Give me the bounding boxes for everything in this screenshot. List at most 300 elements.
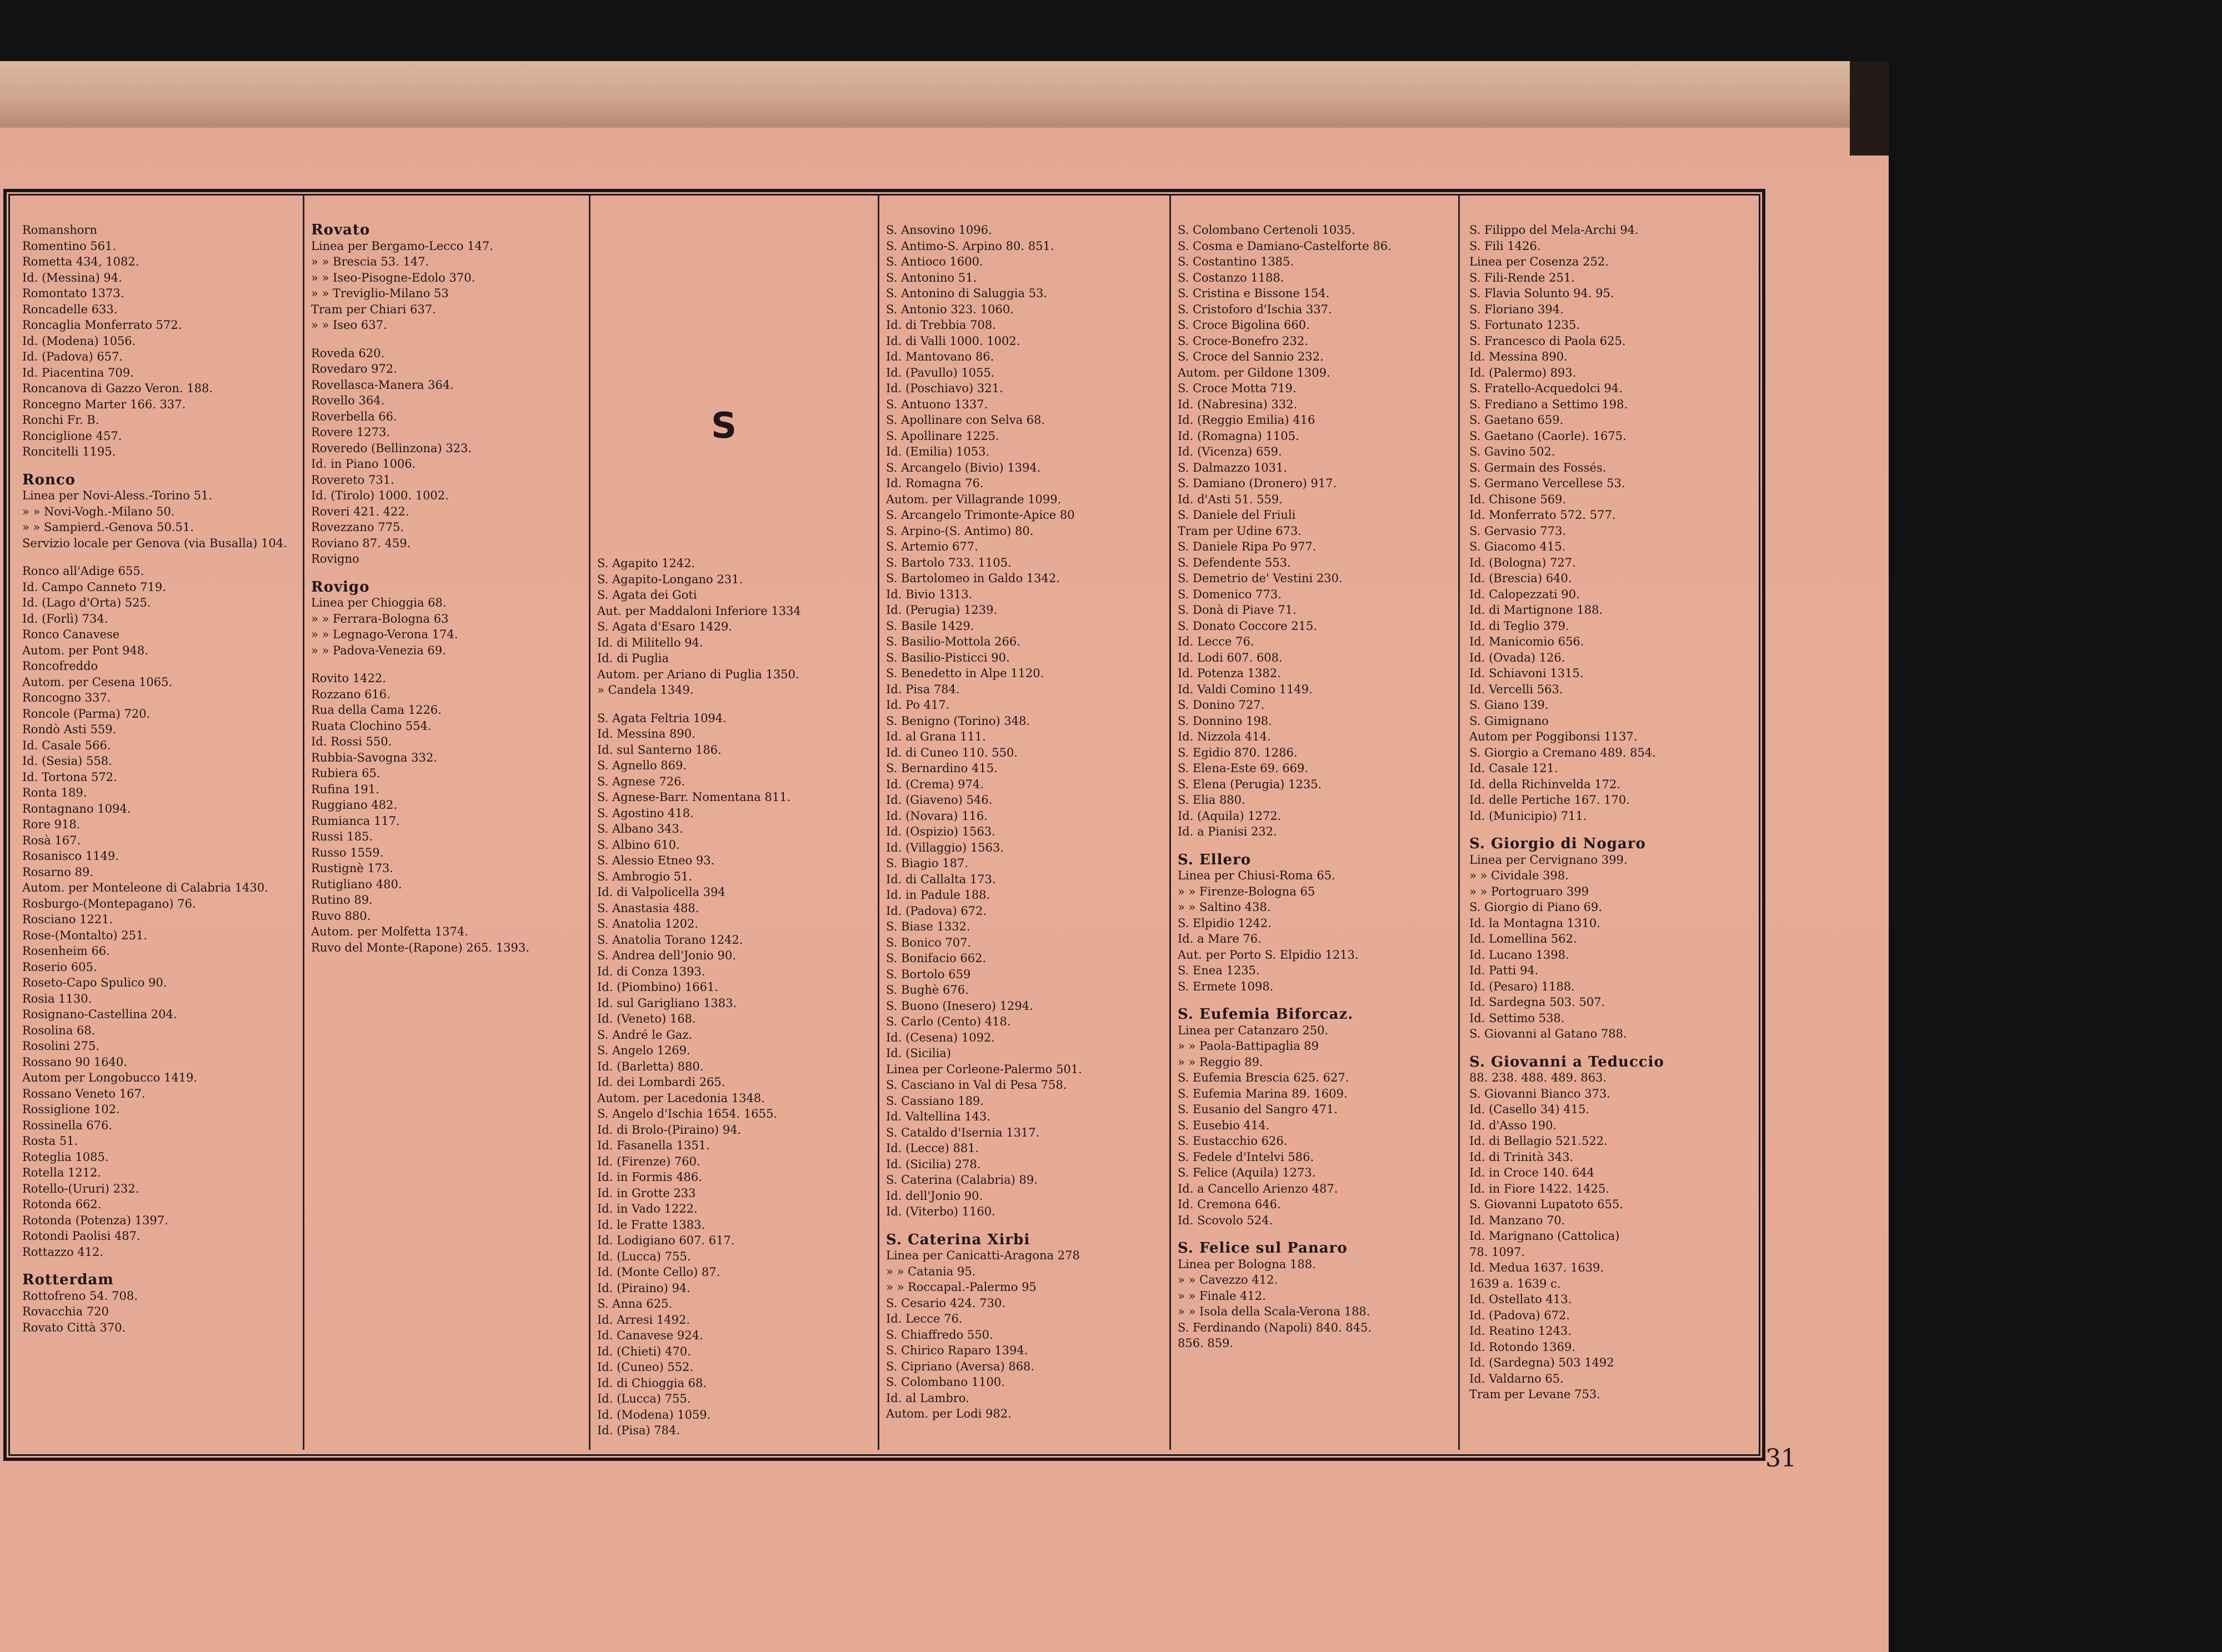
index-entry: Id. (Barletta) 880. <box>597 1059 704 1073</box>
column-rule <box>1169 196 1171 1450</box>
index-entry: S. Eustacchio 626. <box>1178 1134 1288 1148</box>
index-entry: S. Elena (Perugia) 1235. <box>1178 777 1322 791</box>
index-entry: S. Colombano 1100. <box>886 1375 1005 1389</box>
index-entry: Linea per Canicatti-Aragona 278 <box>886 1249 1080 1262</box>
index-entry: S. Fratello-Acquedolci 94. <box>1469 382 1623 395</box>
page-number: 31 <box>1765 1444 1796 1473</box>
index-entry: Id. (Firenze) 760. <box>597 1154 700 1168</box>
index-entry: S. Ermete 1098. <box>1178 979 1274 993</box>
index-entry: Ruggiano 482. <box>311 798 398 812</box>
index-entry: Id. (Forlì) 734. <box>22 612 108 625</box>
index-entry: S. Angelo 1269. <box>597 1044 690 1057</box>
index-entry: S. Demetrio de' Vestini 230. <box>1178 572 1343 585</box>
index-entry: S. Elena-Este 69. 669. <box>1178 762 1309 775</box>
index-entry: » » Reggio 89. <box>1178 1055 1263 1069</box>
index-entry: Rosolini 275. <box>22 1039 99 1053</box>
index-entry: S. Cipriano (Aversa) 868. <box>886 1359 1035 1373</box>
index-entry: » » Roccapal.-Palermo 95 <box>886 1280 1037 1294</box>
index-entry: Roncitelli 1195. <box>22 445 116 458</box>
index-entry: Id. d'Asso 190. <box>1469 1118 1557 1132</box>
index-entry: Autom. per Pont 948. <box>22 643 148 657</box>
index-entry: Tram per Levane 753. <box>1469 1388 1600 1401</box>
index-entry: S. Floriano 394. <box>1469 302 1564 316</box>
index-entry: Id. di Callalta 173. <box>886 872 996 886</box>
index-entry: Rose-(Montalto) 251. <box>22 928 148 942</box>
index-entry: S. Anatolia Torano 1242. <box>597 933 743 947</box>
index-entry: S. Bughè 676. <box>886 983 969 997</box>
index-entry: S. Arcangelo (Bivio) 1394. <box>886 460 1041 474</box>
index-entry: Id. (Municipio) 711. <box>1469 809 1587 823</box>
index-entry: Id. (Brescia) 640. <box>1469 572 1572 585</box>
index-entry: Roncegno Marter 166. 337. <box>22 397 186 411</box>
index-entry: Id. Tortona 572. <box>22 770 117 784</box>
index-entry: Roteglia 1085. <box>22 1150 109 1164</box>
index-entry: Id. le Fratte 1383. <box>597 1218 705 1232</box>
index-entry: Rontagnano 1094. <box>22 802 131 815</box>
index-entry: S. Agnello 869. <box>597 759 687 772</box>
index-entry: S. Ansovino 1096. <box>886 223 992 237</box>
index-entry: S. Agapito-Longano 231. <box>597 572 743 586</box>
index-entry: S. Colombano Certenoli 1035. <box>1178 223 1355 237</box>
index-entry: Id. (Pavullo) 1055. <box>886 366 995 379</box>
entry-gap <box>22 1260 300 1272</box>
index-entry: Autom. per Lodi 982. <box>886 1407 1012 1420</box>
index-entry: Id. Arresi 1492. <box>597 1313 690 1326</box>
column-rule <box>589 196 590 1450</box>
station-heading: Rovato <box>311 222 371 238</box>
index-entry: Autom. per Lacedonia 1348. <box>597 1091 765 1105</box>
index-entry: Id. Lodi 607. 608. <box>1178 650 1283 664</box>
index-entry: » » Novi-Vogh.-Milano 50. <box>22 504 175 518</box>
index-entry: S. Bernardino 415. <box>886 762 998 775</box>
index-entry: S. Eufemia Marina 89. 1609. <box>1178 1087 1348 1100</box>
index-entry: Rovedaro 972. <box>311 362 397 376</box>
index-entry: Id. Medua 1637. 1639. <box>1469 1261 1604 1274</box>
index-entry: Id. in Croce 140. 644 <box>1469 1166 1595 1179</box>
index-entry: S. Frediano a Settimo 198. <box>1469 397 1628 411</box>
index-entry: Id. a Pianisi 232. <box>1178 825 1277 838</box>
index-entry: Id. Scovolo 524. <box>1178 1213 1273 1227</box>
index-entry: Id. di Trebbia 708. <box>886 318 996 332</box>
index-entry: S. Elpidio 1242. <box>1178 916 1272 930</box>
index-entry: Id. Rotondo 1369. <box>1469 1340 1576 1354</box>
index-entry: Id. Rossi 550. <box>311 735 392 748</box>
index-entry: Id. Lomellina 562. <box>1469 932 1577 945</box>
entry-gap <box>22 460 300 472</box>
index-entry: Id. (Ospizio) 1563. <box>886 825 995 838</box>
index-entry: Id. Lodigiano 607. 617. <box>597 1234 735 1247</box>
index-entry: S. Ferdinando (Napoli) 840. 845. <box>1178 1320 1372 1334</box>
index-entry: Roviano 87. 459. <box>311 536 411 550</box>
index-column-5 <box>1178 222 1455 1351</box>
index-entry: Id. d'Asti 51. 559. <box>1178 492 1283 506</box>
index-entry: Autom. per Monteleone di Calabria 1430. <box>22 881 268 894</box>
index-entry: Roseto-Capo Spulico 90. <box>22 976 167 989</box>
index-entry: Id. Calopezzati 90. <box>1469 587 1580 601</box>
index-entry: Rutigliano 480. <box>311 877 402 891</box>
column-rule <box>878 196 879 1450</box>
index-entry: S. Germano Vercellese 53. <box>1469 477 1625 490</box>
index-entry: » » Iseo-Pisogne-Edolo 370. <box>311 271 476 284</box>
index-entry: S. Daniele del Friuli <box>1178 508 1296 522</box>
index-entry: S. Costanzo 1188. <box>1178 271 1284 284</box>
index-entry: S. Casciano in Val di Pesa 758. <box>886 1078 1067 1092</box>
index-entry: Id. di Puglia <box>597 652 669 665</box>
index-entry: Id. (Modena) 1059. <box>597 1408 711 1421</box>
index-entry: S. Agnese 726. <box>597 774 685 788</box>
index-entry: Id. Casale 566. <box>22 738 111 752</box>
index-entry: 88. 238. 488. 489. 863. <box>1469 1071 1607 1084</box>
index-entry: S. Fortunato 1235. <box>1469 318 1580 332</box>
entry-gap <box>311 333 589 346</box>
index-entry: Rosburgo-(Montepagano) 76. <box>22 897 196 910</box>
index-entry: Id. Chisone 569. <box>1469 492 1567 506</box>
index-entry: Id. Marignano (Cattolica) <box>1469 1229 1620 1243</box>
index-entry: Linea per Bologna 188. <box>1178 1257 1316 1271</box>
index-entry: Id. (Crema) 974. <box>886 777 984 791</box>
index-entry: » » Isola della Scala-Verona 188. <box>1178 1305 1370 1318</box>
index-entry: Tram per Udine 673. <box>1178 524 1302 538</box>
station-heading: S. Giorgio di Nogaro <box>1469 835 1646 852</box>
index-column-6 <box>1469 222 1747 1403</box>
index-entry: S. Donino 727. <box>1178 698 1265 712</box>
index-entry: Linea per Bergamo-Lecco 147. <box>311 239 493 253</box>
index-entry: Rovito 1422. <box>311 672 386 685</box>
index-entry: S. Cataldo d'Isernia 1317. <box>886 1125 1040 1139</box>
index-entry: S. Chirico Raparo 1394. <box>886 1344 1028 1357</box>
index-entry: Rosarno 89. <box>22 865 94 879</box>
index-entry: Aut. per Porto S. Elpidio 1213. <box>1178 948 1359 962</box>
index-entry: S. Caterina (Calabria) 89. <box>886 1173 1038 1187</box>
index-entry: Rosta 51. <box>22 1134 78 1148</box>
index-entry: S. Defendente 553. <box>1178 555 1291 569</box>
index-entry: Id. Bivio 1313. <box>886 587 973 601</box>
index-entry: S. Domenico 773. <box>1178 587 1282 601</box>
index-entry: S. Agata d'Esaro 1429. <box>597 620 733 633</box>
index-entry: S. Agnese-Barr. Nomentana 811. <box>597 790 791 804</box>
index-entry: Id. (Casello 34) 415. <box>1469 1103 1590 1116</box>
index-entry: Tram per Chiari 637. <box>311 302 436 316</box>
index-entry: S. Agata Feltria 1094. <box>597 711 727 725</box>
index-entry: Id. dei Lombardi 265. <box>597 1075 725 1089</box>
index-entry: Autom. per Ariano di Puglia 1350. <box>597 667 799 681</box>
index-entry: Rossiglione 102. <box>22 1103 120 1116</box>
index-entry: S. Germain des Fossés. <box>1469 460 1607 474</box>
index-entry: Id. (Lucca) 755. <box>597 1249 691 1263</box>
index-entry: » » Iseo 637. <box>311 318 387 332</box>
index-entry: Rovato Città 370. <box>22 1320 126 1334</box>
index-entry: S. Francesco di Paola 625. <box>1469 334 1626 348</box>
index-entry: Romanshorn <box>22 223 97 237</box>
index-column-1 <box>22 222 300 1335</box>
index-entry: S. Fili 1426. <box>1469 239 1541 253</box>
index-entry: S. Artemio 677. <box>886 540 978 553</box>
index-entry: S. Gavino 502. <box>1469 445 1555 458</box>
index-entry: » » Ferrara-Bologna 63 <box>311 612 449 625</box>
index-entry: Roveri 421. 422. <box>311 504 409 518</box>
index-entry: Id. (Emilia) 1053. <box>886 445 990 458</box>
index-entry: S. Donnino 198. <box>1178 714 1272 728</box>
index-entry: S. Apollinare con Selva 68. <box>886 413 1045 427</box>
index-entry: S. Felice (Aquila) 1273. <box>1178 1166 1316 1179</box>
index-entry: S. Anatolia 1202. <box>597 917 699 930</box>
index-entry: Romontato 1373. <box>22 287 124 300</box>
index-entry: Id. (Aquila) 1272. <box>1178 809 1282 823</box>
index-entry: Rovereto 731. <box>311 473 394 487</box>
index-entry: Aut. per Maddaloni Inferiore 1334 <box>597 604 801 618</box>
index-entry: Id. Pisa 784. <box>886 682 960 696</box>
index-entry: Rotonda 662. <box>22 1198 102 1211</box>
index-entry: S. Basilio-Pisticci 90. <box>886 650 1010 664</box>
index-entry: S. André le Gaz. <box>597 1028 693 1042</box>
index-entry: S. Cosma e Damiano-Castelforte 86. <box>1178 239 1392 253</box>
page-edge <box>0 61 1889 128</box>
index-entry: » » Firenze-Bologna 65 <box>1178 884 1315 898</box>
index-entry: 78. 1097. <box>1469 1245 1525 1259</box>
index-entry: S. Carlo (Cento) 418. <box>886 1015 1011 1028</box>
index-entry: S. Basilio-Mottola 266. <box>886 635 1020 648</box>
index-entry: Rubbia-Savogna 332. <box>311 750 437 764</box>
entry-gap <box>1469 824 1747 836</box>
index-entry: S. Chiaffredo 550. <box>886 1328 993 1341</box>
index-entry: S. Eufemia Brescia 625. 627. <box>1178 1071 1349 1084</box>
index-entry: S. Gimignano <box>1469 714 1549 728</box>
index-entry: S. Biase 1332. <box>886 920 970 933</box>
index-entry: Rovacchia 720 <box>22 1305 109 1318</box>
index-entry: Id. Nizzola 414. <box>1178 730 1271 743</box>
index-entry: Rossinella 676. <box>22 1118 113 1132</box>
index-entry: S. Buono (Inesero) 1294. <box>886 999 1033 1013</box>
index-entry: S. Dalmazzo 1031. <box>1178 460 1288 474</box>
index-entry: S. Enea 1235. <box>1178 964 1260 977</box>
index-entry: Id. (Vicenza) 659. <box>1178 445 1282 458</box>
index-entry: S. Cristoforo d'Ischia 337. <box>1178 302 1332 316</box>
index-entry: Id. (Pesaro) 1188. <box>1469 979 1575 993</box>
index-entry: 1639 a. 1639 c. <box>1469 1276 1561 1290</box>
index-entry: Id. al Grana 111. <box>886 730 986 743</box>
index-entry: S. Antonino 51. <box>886 271 977 284</box>
entry-gap <box>597 698 875 710</box>
index-entry: Id. Manicomio 656. <box>1469 635 1584 648</box>
station-heading: S. Caterina Xirbi <box>886 1231 1030 1248</box>
index-entry: Id. a Mare 76. <box>1178 932 1262 945</box>
index-entry: Id. Ostellato 413. <box>1469 1293 1572 1306</box>
index-entry: Id. Schiavoni 1315. <box>1469 667 1584 680</box>
index-entry: Id. a Cancello Arienzo 487. <box>1178 1182 1338 1195</box>
index-entry: Rovere 1273. <box>311 425 391 439</box>
index-entry: Linea per Cervignano 399. <box>1469 853 1628 867</box>
index-entry: S. Benedetto in Alpe 1120. <box>886 667 1044 680</box>
index-entry: S. Benigno (Torino) 348. <box>886 714 1030 728</box>
station-heading: S. Ellero <box>1178 851 1252 868</box>
index-entry: Id. (Viterbo) 1160. <box>886 1205 995 1218</box>
index-entry: S. Cesario 424. 730. <box>886 1296 1006 1310</box>
index-entry: Linea per Chiusi-Roma 65. <box>1178 869 1335 882</box>
index-entry: S. Croce-Bonefro 232. <box>1178 334 1308 348</box>
index-entry: Id. (Lucca) 755. <box>597 1392 691 1405</box>
index-entry: S. Arcangelo Trimonte-Apice 80 <box>886 508 1075 522</box>
index-entry: Ronco all'Adige 655. <box>22 564 144 578</box>
index-entry: Rustignè 173. <box>311 862 394 875</box>
index-entry: Ronco Canavese <box>22 628 120 641</box>
index-entry: Roveda 620. <box>311 346 385 360</box>
index-entry: S. Antonio 323. 1060. <box>886 302 1014 316</box>
column-rule <box>1458 196 1460 1450</box>
entry-gap <box>1469 1042 1747 1054</box>
index-entry: Id. di Trinità 343. <box>1469 1150 1574 1164</box>
index-entry: Id. (Sesia) 558. <box>22 754 112 768</box>
index-entry: » » Finale 412. <box>1178 1289 1266 1303</box>
index-entry: S. Donà di Piave 71. <box>1178 603 1297 617</box>
index-entry: Roncole (Parma) 720. <box>22 707 151 720</box>
index-entry: Id. (Messina) 94. <box>22 271 122 284</box>
index-entry: Autom per Longobucco 1419. <box>22 1071 198 1084</box>
index-entry: S. Croce Motta 719. <box>1178 382 1297 395</box>
index-entry: » » Saltino 438. <box>1178 900 1271 914</box>
index-entry: S. Arpino-(S. Antimo) 80. <box>886 524 1034 538</box>
index-entry: Id. (Perugia) 1239. <box>886 603 998 617</box>
index-entry: Id. (Romagna) 1105. <box>1178 429 1299 443</box>
index-entry: Id. (Reggio Emilia) 416 <box>1178 413 1315 427</box>
index-entry: S. Apollinare 1225. <box>886 429 999 443</box>
index-entry: Id. (Padova) 672. <box>886 904 987 918</box>
station-heading: S. Giovanni a Teduccio <box>1469 1053 1664 1070</box>
index-entry: S. Cassiano 189. <box>886 1094 984 1108</box>
index-entry: Id. (Poschiavo) 321. <box>886 382 1003 395</box>
index-entry: Russo 1559. <box>311 845 384 859</box>
index-entry: » Candela 1349. <box>597 683 694 697</box>
index-entry: S. Agapito 1242. <box>597 557 695 570</box>
index-entry: Id. (Palermo) 893. <box>1469 366 1577 379</box>
index-entry: Id. Messina 890. <box>1469 350 1568 363</box>
index-entry: Id. Piacentina 709. <box>22 366 134 379</box>
index-entry: Ruvo 880. <box>311 909 371 923</box>
index-entry: Id. Cremona 646. <box>1178 1198 1281 1211</box>
entry-gap <box>311 658 589 670</box>
index-entry: Roncadelle 633. <box>22 302 118 316</box>
index-entry: S. Agata dei Goti <box>597 588 697 602</box>
index-entry: Rua della Cama 1226. <box>311 703 442 717</box>
index-entry: Rovello 364. <box>311 394 385 407</box>
index-entry: Rovigno <box>311 552 359 565</box>
entry-gap <box>1178 840 1455 852</box>
index-entry: Rotella 1212. <box>22 1166 102 1179</box>
index-entry: S. Elia 880. <box>1178 793 1245 807</box>
index-entry: Id. Potenza 1382. <box>1178 667 1281 680</box>
index-entry: Rosolina 68. <box>22 1023 96 1037</box>
index-entry: Id. (Modena) 1056. <box>22 334 136 348</box>
index-entry: S. Croce del Sannio 232. <box>1178 350 1324 363</box>
index-entry: S. Basile 1429. <box>886 619 974 633</box>
entry-gap <box>1178 1228 1455 1240</box>
index-entry: Ronchi Fr. B. <box>22 413 99 427</box>
index-entry: S. Fili-Rende 251. <box>1469 271 1575 284</box>
index-entry: 856. 859. <box>1178 1336 1234 1350</box>
index-entry: Id. Romagna 76. <box>886 477 984 490</box>
index-entry: Roncogno 337. <box>22 691 111 704</box>
index-entry: Linea per Cosenza 252. <box>1469 255 1609 268</box>
index-entry: Id. Messina 890. <box>597 727 695 740</box>
index-entry: Id. Patti 94. <box>1469 964 1539 977</box>
index-entry: Id. Lecce 76. <box>1178 635 1254 648</box>
index-entry: Roncaglia Monferrato 572. <box>22 318 182 332</box>
index-entry: Id. Casale 121. <box>1469 762 1558 775</box>
index-entry: S. Fedele d'Intelvi 586. <box>1178 1150 1314 1164</box>
index-entry: S. Giano 139. <box>1469 698 1549 712</box>
index-entry: Rovezzano 775. <box>311 520 404 534</box>
index-entry: Rozzano 616. <box>311 687 391 701</box>
index-entry: Id. (Veneto) 168. <box>597 1012 696 1025</box>
index-entry: S. Giacomo 415. <box>1469 540 1566 553</box>
index-entry: S. Anna 625. <box>597 1297 673 1310</box>
index-entry: Id. di Militello 94. <box>597 635 703 649</box>
index-entry: S. Anastasia 488. <box>597 901 699 915</box>
index-entry: S. Flavia Solunto 94. 95. <box>1469 287 1614 300</box>
index-entry: Id. (Ovada) 126. <box>1469 650 1565 664</box>
column-rule <box>303 196 304 1450</box>
index-entry: Id. (Cuneo) 552. <box>597 1360 694 1374</box>
index-entry: S. Filippo del Mela-Archi 94. <box>1469 223 1639 237</box>
station-heading: Ronco <box>22 471 76 488</box>
index-entry: Rosà 167. <box>22 833 81 847</box>
index-entry: Id. di Valpolicella 394 <box>597 885 725 899</box>
index-entry: Id. (Padova) 672. <box>1469 1308 1570 1322</box>
index-column-4 <box>886 222 1164 1422</box>
index-entry: Linea per Catanzaro 250. <box>1178 1023 1329 1037</box>
station-heading: S. Felice sul Panaro <box>1178 1240 1348 1256</box>
index-entry: Id. (Giaveno) 546. <box>886 793 993 807</box>
index-entry: Id. (Monte Cello) 87. <box>597 1265 720 1279</box>
index-entry: » » Sampierd.-Genova 50.51. <box>22 520 194 534</box>
index-entry: » » Padova-Venezia 69. <box>311 643 446 657</box>
index-entry: S. Albano 343. <box>597 822 683 835</box>
index-entry: S. Egidio 870. 1286. <box>1178 745 1298 759</box>
index-entry: » » Cividale 398. <box>1469 869 1569 882</box>
index-entry: Rutino 89. <box>311 893 373 907</box>
index-entry: Id. di Brolo-(Piraino) 94. <box>597 1123 742 1137</box>
index-entry: Rubiera 65. <box>311 767 381 780</box>
index-entry: Id. sul Santerno 186. <box>597 743 722 757</box>
index-entry: S. Cristina e Bissone 154. <box>1178 287 1330 300</box>
index-entry: S. Giovanni Lupatoto 655. <box>1469 1198 1623 1211</box>
index-entry: Id. Reatino 1243. <box>1469 1324 1572 1338</box>
index-entry: Id. in Formis 486. <box>597 1170 702 1184</box>
index-entry: Id. al Lambro. <box>886 1391 969 1405</box>
index-entry: Linea per Chioggia 68. <box>311 596 447 609</box>
index-entry: S. Alessio Etneo 93. <box>597 854 715 867</box>
index-entry: S. Eusebio 414. <box>1178 1118 1270 1132</box>
index-entry: Id. Monferrato 572. 577. <box>1469 508 1616 522</box>
index-entry: » » Treviglio-Milano 53 <box>311 287 449 300</box>
index-entry: Id. (Piombino) 1661. <box>597 980 718 994</box>
index-entry: Id. (Lago d'Orta) 525. <box>22 596 151 609</box>
entry-gap <box>22 551 300 563</box>
index-entry: S. Donato Coccore 215. <box>1178 619 1318 633</box>
index-entry: Id. Valdarno 65. <box>1469 1371 1564 1385</box>
index-entry: Roserio 605. <box>22 960 97 974</box>
index-entry: S. Biagio 187. <box>886 857 968 870</box>
index-entry: Roveredo (Bellinzona) 323. <box>311 441 472 455</box>
index-entry: Rosignano-Castellina 204. <box>22 1008 177 1021</box>
index-entry: Id. Valtellina 143. <box>886 1110 991 1123</box>
index-entry: Rumianca 117. <box>311 814 400 828</box>
index-entry: Rometta 434, 1082. <box>22 255 139 268</box>
index-entry: » » Legnago-Verona 174. <box>311 628 458 641</box>
index-entry: Id. in Vado 1222. <box>597 1202 698 1215</box>
index-entry: Rosanisco 1149. <box>22 849 119 863</box>
index-entry: Id. di Chioggia 68. <box>597 1376 707 1390</box>
index-entry: Id. Campo Canneto 719. <box>22 580 166 594</box>
